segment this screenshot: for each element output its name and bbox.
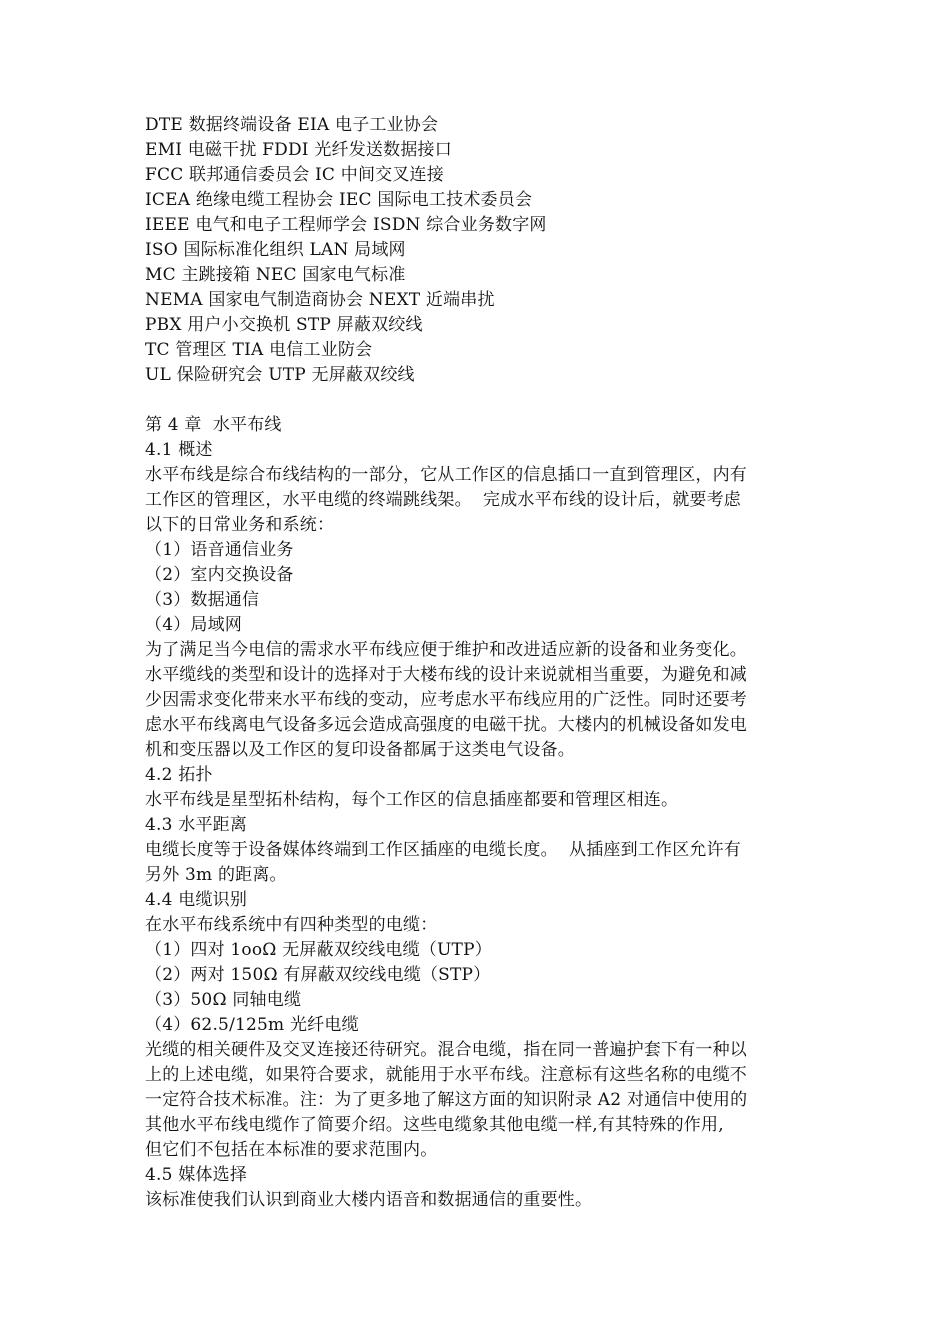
paragraph-line: 为了满足当今电信的需求水平布线应便于维护和改进适应新的设备和业务变化。 xyxy=(145,640,747,660)
abbreviation-line: UL 保险研究会 UTP 无屏蔽双绞线 xyxy=(145,365,415,385)
paragraph-line: 水平布线是星型拓朴结构，每个工作区的信息插座都要和管理区相连。 xyxy=(145,790,679,810)
paragraph-line: 上的上述电缆，如果符合要求，就能用于水平布线。注意标有这些名称的电缆不 xyxy=(145,1065,747,1085)
abbreviation-line: TC 管理区 TIA 电信工业防会 xyxy=(145,340,373,360)
paragraph-line: 虑水平布线离电气设备多远会造成高强度的电磁干扰。大楼内的机械设备如发电 xyxy=(145,715,747,735)
paragraph-line: 但它们不包括在本标准的要求范围内。 xyxy=(145,1140,438,1160)
abbreviation-line: EMI 电磁干扰 FDDI 光纤发送数据接口 xyxy=(145,140,452,160)
list-item: （1）四对 1ooΩ 无屏蔽双绞线电缆（UTP） xyxy=(145,940,492,960)
abbreviation-line: ICEA 绝缘电缆工程协会 IEC 国际电工技术委员会 xyxy=(145,190,533,210)
paragraph-line: 工作区的管理区，水平电缆的终端跳线架。 完成水平布线的设计后，就要考虑 xyxy=(145,490,742,510)
abbreviation-line: FCC 联邦通信委员会 IC 中间交叉连接 xyxy=(145,165,444,185)
section-heading-4-5: 4.5 媒体选择 xyxy=(145,1165,248,1185)
chapter-title: 第 4 章 水平布线 xyxy=(145,415,282,435)
paragraph-line: 另外 3m 的距离。 xyxy=(145,865,287,885)
section-heading-4-1: 4.1 概述 xyxy=(145,440,213,460)
paragraph-line: 一定符合技术标准。注：为了更多地了解这方面的知识附录 A2 对通信中使用的 xyxy=(145,1090,748,1110)
paragraph-line: 水平缆线的类型和设计的选择对于大楼布线的设计来说就相当重要，为避免和减 xyxy=(145,665,747,685)
paragraph-line: 以下的日常业务和系统： xyxy=(145,515,335,535)
paragraph-line: 该标准使我们认识到商业大楼内语音和数据通信的重要性。 xyxy=(145,1190,593,1210)
list-item: （2）室内交换设备 xyxy=(145,565,294,585)
section-heading-4-2: 4.2 拓扑 xyxy=(145,765,213,785)
abbreviation-line: NEMA 国家电气制造商协会 NEXT 近端串扰 xyxy=(145,290,495,310)
abbreviation-line: PBX 用户小交换机 STP 屏蔽双绞线 xyxy=(145,315,423,335)
abbreviation-line: MC 主跳接箱 NEC 国家电气标准 xyxy=(145,265,406,285)
list-item: （3）50Ω 同轴电缆 xyxy=(145,990,302,1010)
paragraph-line: 少因需求变化带来水平布线的变动，应考虑水平布线应用的广泛性。同时还要考 xyxy=(145,690,747,710)
abbreviation-list xyxy=(145,113,817,388)
abbreviation-line: DTE 数据终端设备 EIA 电子工业协会 xyxy=(145,115,439,135)
paragraph-line: 在水平布线系统中有四种类型的电缆： xyxy=(145,915,438,935)
list-item: （1）语音通信业务 xyxy=(145,540,294,560)
document-page xyxy=(145,113,817,1213)
paragraph-line: 机和变压器以及工作区的复印设备都属于这类电气设备。 xyxy=(145,740,575,760)
list-item: （4）62.5/125m 光纤电缆 xyxy=(145,1015,359,1035)
section-heading-4-3: 4.3 水平距离 xyxy=(145,815,248,835)
paragraph-line: 电缆长度等于设备媒体终端到工作区插座的电缆长度。 从插座到工作区允许有 xyxy=(145,840,742,860)
paragraph-line: 其他水平布线电缆作了简要介绍。这些电缆象其他电缆一样,有其特殊的作用, xyxy=(145,1115,724,1135)
spacer xyxy=(145,388,817,413)
section-heading-4-4: 4.4 电缆识别 xyxy=(145,890,248,910)
paragraph-line: 光缆的相关硬件及交叉连接还待研究。混合电缆，指在同一普遍护套下有一种以 xyxy=(145,1040,747,1060)
list-item: （2）两对 150Ω 有屏蔽双绞线电缆（STP） xyxy=(145,965,491,985)
abbreviation-line: ISO 国际标准化组织 LAN 局域网 xyxy=(145,240,406,260)
abbreviation-line: IEEE 电气和电子工程师学会 ISDN 综合业务数字网 xyxy=(145,215,547,235)
paragraph-line: 水平布线是综合布线结构的一部分，它从工作区的信息插口一直到管理区，内有 xyxy=(145,465,747,485)
list-item: （4）局域网 xyxy=(145,615,243,635)
list-item: （3）数据通信 xyxy=(145,590,260,610)
